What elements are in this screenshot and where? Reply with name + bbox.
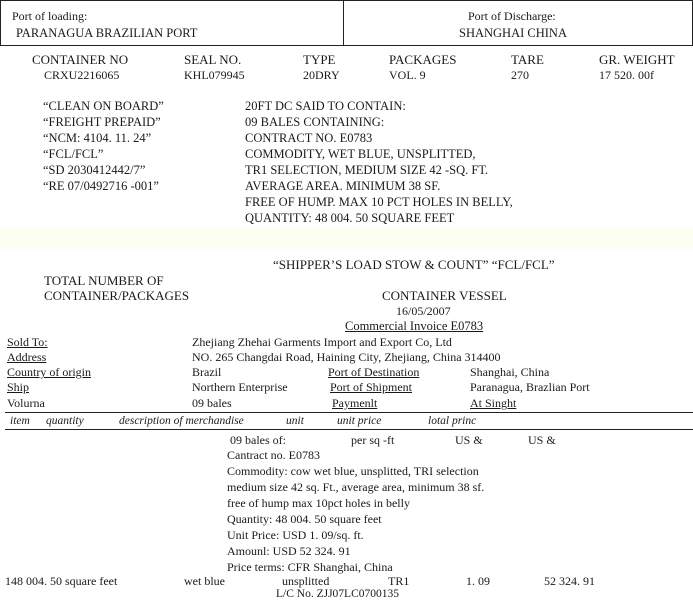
payment-value: At Singht	[470, 396, 517, 410]
detail-line: Quantity: 48 004. 50 square feet	[227, 512, 382, 526]
port-loading-value: PARANAGUA BRAZILIAN PORT	[16, 26, 198, 40]
header-bottom-border	[0, 45, 693, 46]
invoice-title: Commercial Invoice E0783	[345, 319, 484, 333]
seal-no-value: KHL079945	[184, 68, 245, 82]
volurna-label: Volurna	[7, 396, 45, 410]
goods-line: AVERAGE AREA. MINIMUM 38 SF.	[245, 179, 441, 193]
goods-line: 09 BALES CONTAINING:	[245, 115, 385, 129]
country-origin-value: Brazil	[192, 365, 222, 379]
lc-number: L/C No. ZJJ07LC0700135	[276, 588, 399, 600]
detail-line: Price terms: CFR Shanghai, China	[227, 560, 393, 574]
port-shipment-value: Paranagua, Brazlian Port	[470, 380, 590, 394]
final-unit-price: 1. 09	[466, 574, 490, 588]
final-total: 52 324. 91	[544, 574, 595, 588]
detail-line: free of hump max 10pct holes in belly	[227, 496, 410, 510]
remark-line: “SD 2030412442/7”	[43, 163, 146, 177]
volurna-value: 09 bales	[192, 396, 232, 410]
goods-line: CONTRACT NO. E0783	[245, 131, 373, 145]
final-quantity: 148 004. 50 square feet	[5, 574, 118, 588]
address-label: Address	[7, 350, 47, 364]
item-col-header: item	[10, 415, 30, 427]
item-header-top-rule	[5, 412, 693, 413]
final-unit: unsplitted	[282, 574, 330, 588]
top-border	[0, 0, 693, 1]
description-col-header: description of merchandise	[119, 415, 244, 427]
remark-line: “CLEAN ON BOARD”	[43, 99, 164, 113]
total-price-col-header: lotal princ	[428, 415, 477, 427]
address-value: NO. 265 Changdai Road, Haining City, Zhejiang, China 314400	[192, 350, 501, 364]
port-discharge-label: Port of Discharge:	[468, 9, 556, 23]
country-origin-label: Country of origin	[7, 365, 91, 379]
ship-label: Ship	[7, 380, 30, 394]
packages-header: PACKAGES	[389, 52, 457, 67]
invoice-date: 16/05/2007	[396, 304, 451, 318]
container-vessel-label: CONTAINER VESSEL	[382, 288, 507, 303]
goods-line: FREE OF HUMP. MAX 10 PCT HOLES IN BELLY,	[245, 195, 513, 209]
item-header-bottom-rule	[5, 429, 693, 430]
packages-value: VOL. 9	[389, 68, 426, 82]
bales-count: 09 bales of:	[230, 433, 286, 447]
remark-line: “FREIGHT PREPAID”	[43, 115, 161, 129]
goods-line: 20FT DC SAID TO CONTAIN:	[245, 99, 406, 113]
shipper-load-note: “SHIPPER’S LOAD STOW & COUNT” “FCL/FCL”	[273, 257, 555, 272]
header-divider	[343, 0, 344, 46]
quantity-col-header: quantity	[46, 415, 84, 427]
unit-price-col-header: unit price	[337, 415, 382, 427]
final-selection: TR1	[388, 574, 410, 588]
port-discharge-value: SHANGHAI CHINA	[459, 26, 567, 40]
header-left-border	[0, 0, 1, 46]
sold-to-label: Sold To:	[7, 335, 48, 349]
detail-line: medium size 42 sq. Ft., average area, minimum 38 sf.	[227, 480, 485, 494]
tare-value: 270	[511, 68, 529, 82]
container-packages-label: CONTAINER/PACKAGES	[44, 288, 190, 303]
container-no-header: CONTAINER NO	[32, 52, 129, 67]
per-unit: per sq -ft	[351, 433, 395, 447]
goods-line: TR1 SELECTION, MEDIUM SIZE 42 -SQ. FT.	[245, 163, 489, 177]
ship-value: Northern Enterprise	[192, 380, 288, 394]
type-value: 20DRY	[303, 68, 340, 82]
port-shipment-label: Port of Shipment	[330, 380, 413, 394]
total-number-label: TOTAL NUMBER OF	[44, 273, 164, 288]
detail-line: Cantract no. E0783	[227, 448, 320, 462]
remark-line: “FCL/FCL”	[43, 147, 104, 161]
detail-line: Amounl: USD 52 324. 91	[227, 544, 351, 558]
remark-line: “RE 07/0492716 -001”	[43, 179, 159, 193]
final-description: wet blue	[184, 574, 225, 588]
remark-line: “NCM: 4104. 11. 24”	[43, 131, 152, 145]
unit-col-header: unit	[286, 415, 304, 427]
goods-line: COMMODITY, WET BLUE, UNSPLITTED,	[245, 147, 476, 161]
detail-line: Commodity: cow wet blue, unsplitted, TRI selection	[227, 464, 479, 478]
currency-total: US &	[528, 433, 556, 447]
gross-weight-header: GR. WEIGHT	[599, 52, 675, 67]
type-header: TYPE	[303, 52, 336, 67]
payment-label: Paymenlt	[332, 396, 378, 410]
port-destination-label: Port of Destination	[328, 365, 420, 379]
port-loading-label: Port of loading:	[12, 9, 88, 23]
gross-weight-value: 17 520. 00f	[599, 68, 654, 82]
seal-no-header: SEAL NO.	[184, 52, 242, 67]
tare-header: TARE	[511, 52, 544, 67]
detail-line: Unit Price: USD 1. 09/sq. ft.	[227, 528, 364, 542]
port-destination-value: Shanghai, China	[470, 365, 550, 379]
scan-band	[0, 229, 693, 249]
sold-to-value: Zhejiang Zhehai Garments Import and Export Co, Ltd	[192, 335, 452, 349]
container-no-value: CRXU2216065	[44, 68, 120, 82]
currency-unit-price: US &	[455, 433, 483, 447]
goods-line: QUANTITY: 48 004. 50 SQUARE FEET	[245, 211, 455, 225]
